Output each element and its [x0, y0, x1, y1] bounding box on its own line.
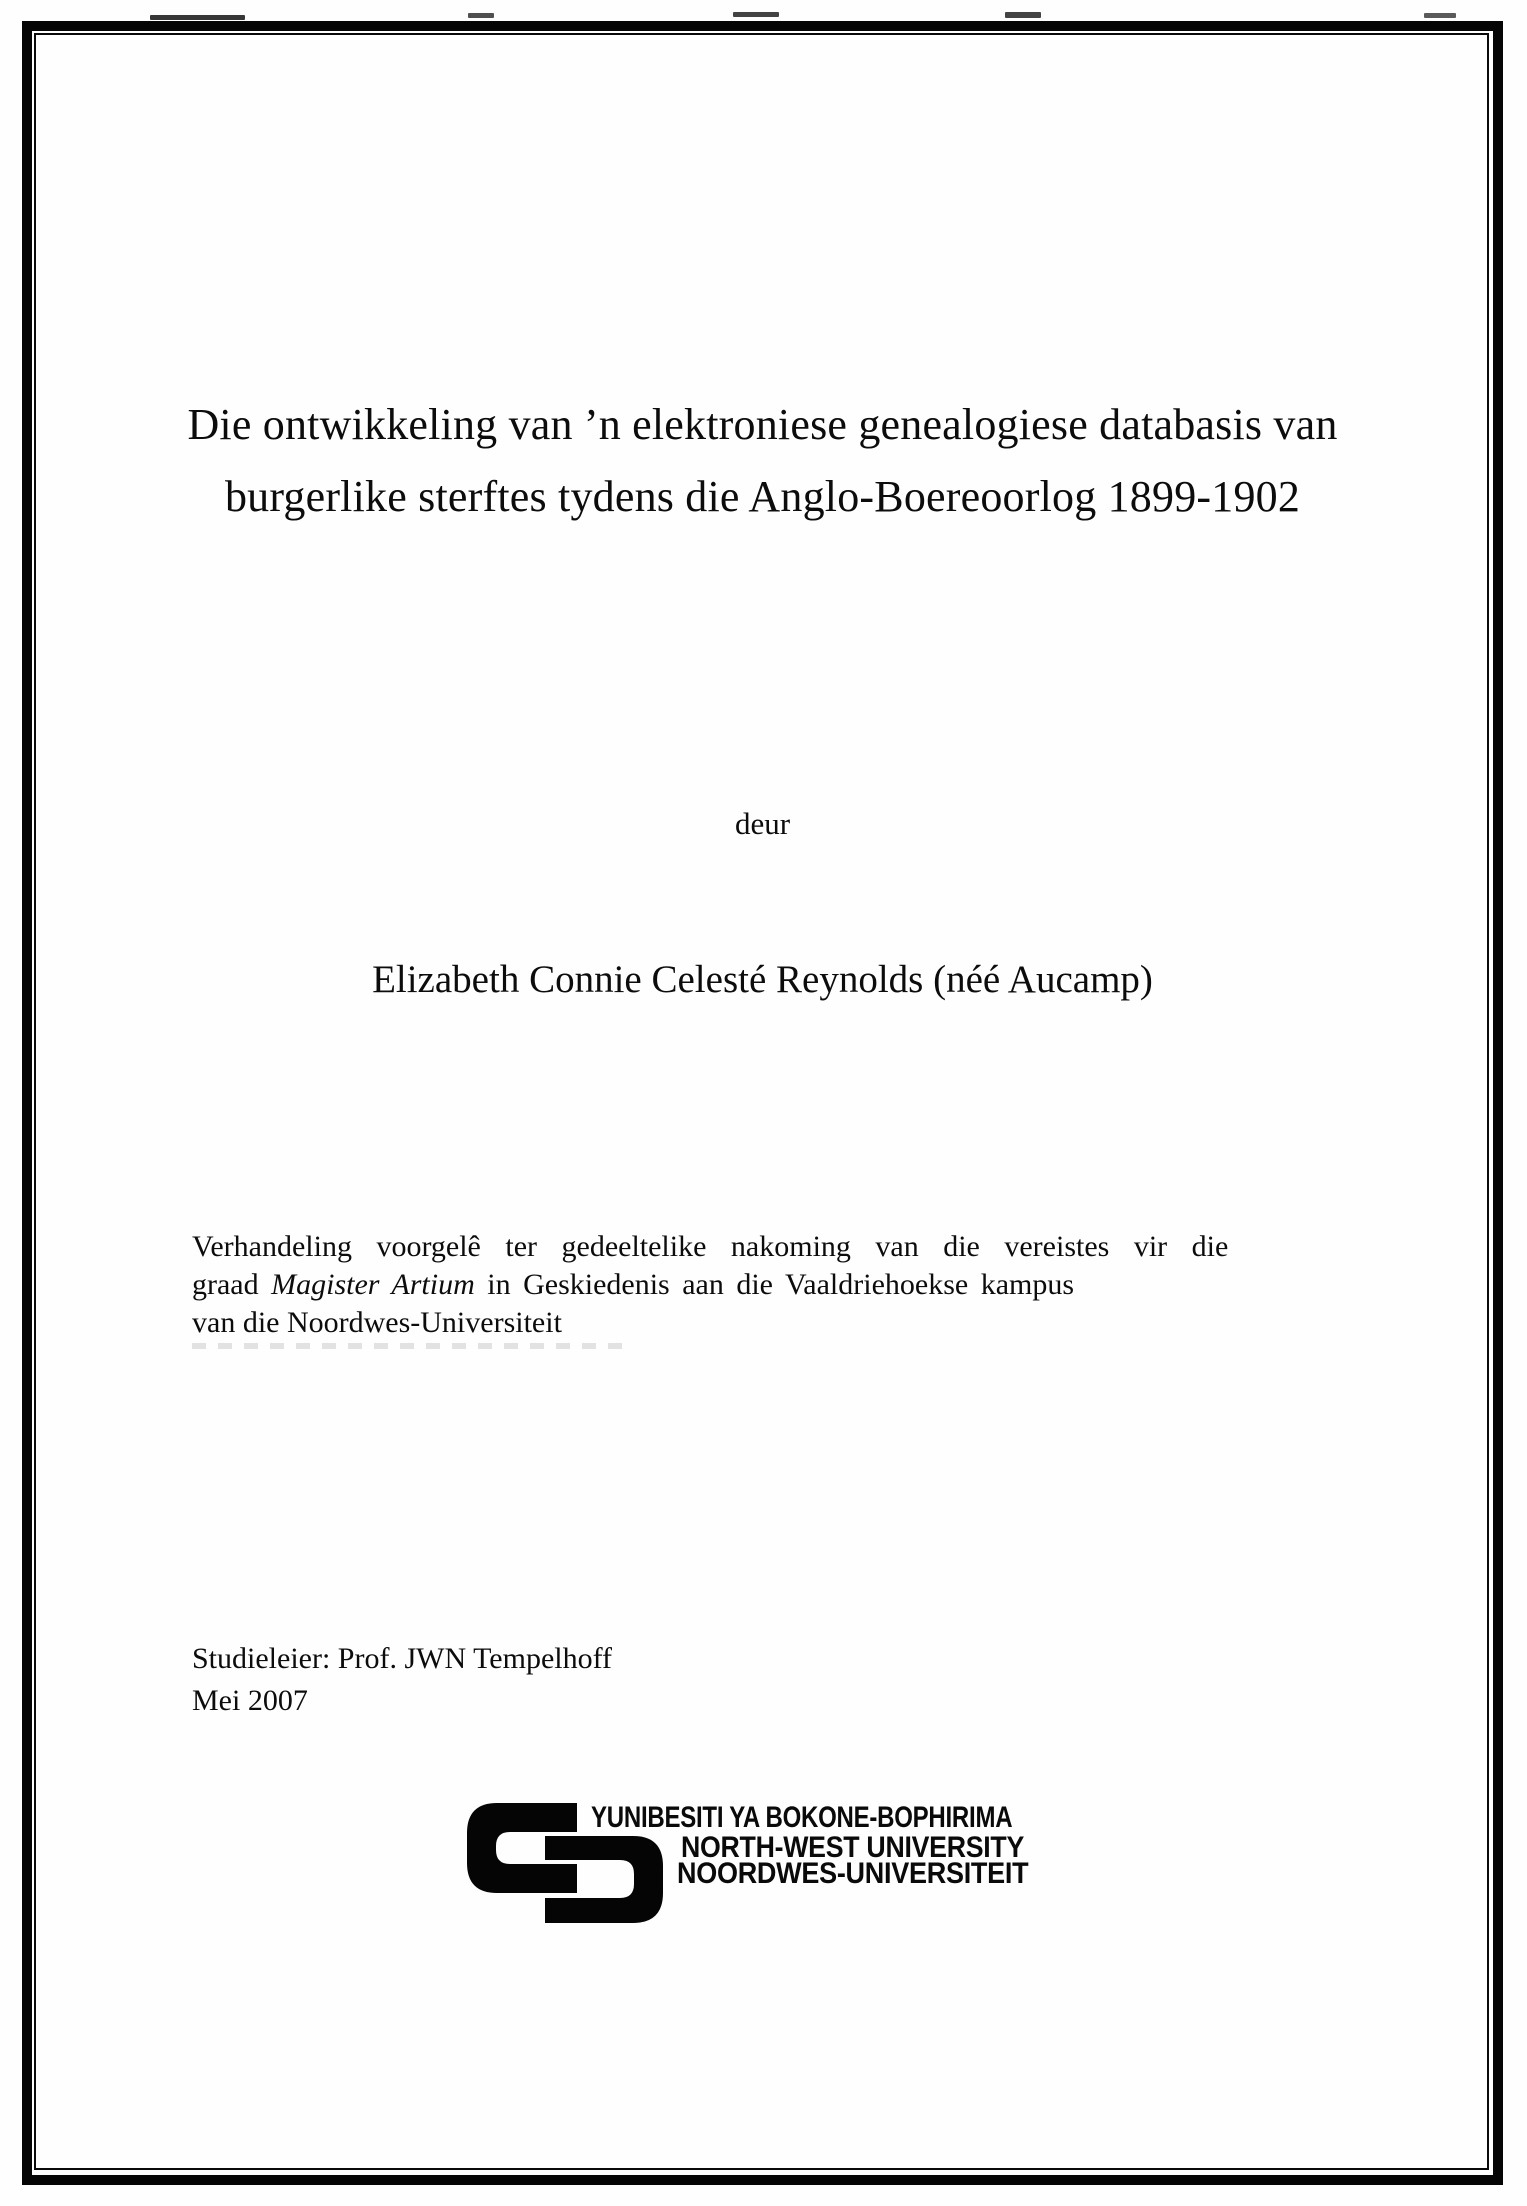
degree-statement: [192, 1228, 1372, 1342]
degree-statement-line-2-suffix: in Geskiedenis aan die Vaaldriehoekse kampus: [474, 1268, 1075, 1301]
title-line-2: burgerlike sterftes tydens die Anglo-Boereoorlog 1899-1902: [224, 472, 1301, 521]
degree-name-italic: Magister Artium: [271, 1268, 475, 1301]
scan-artifact: [150, 15, 245, 20]
scan-artifact: [1005, 12, 1041, 18]
degree-statement-line-1: Verhandeling voorgelê ter gedeeltelike nakoming van die vereistes vir die: [192, 1230, 1229, 1263]
date-line: Mei 2007: [192, 1684, 308, 1717]
logo-text-english: NORTH-WEST UNIVERSITY: [681, 1831, 1024, 1864]
degree-statement-line-2: [192, 1266, 1372, 1304]
author-name: Elizabeth Connie Celesté Reynolds (néé Aucamp): [372, 958, 1153, 1001]
logo-text-afrikaans: NOORDWES-UNIVERSITEIT: [677, 1857, 1029, 1890]
scan-artifact: [733, 12, 779, 17]
byline-deur: deur: [734, 806, 791, 841]
scan-artifact: [1424, 13, 1456, 18]
title-line-1: Die ontwikkeling van ’n elektroniese genealogiese databasis van: [187, 400, 1338, 449]
scan-artifact: [192, 1343, 632, 1349]
scan-artifact: [468, 13, 494, 18]
thesis-title: [36, 389, 1489, 533]
degree-statement-line-3: van die Noordwes-Universiteit: [192, 1306, 562, 1339]
logo-text-setswana: YUNIBESITI YA BOKONE-BOPHIRIMA: [591, 1801, 1013, 1834]
degree-statement-line-2-prefix: graad: [192, 1268, 272, 1301]
supervisor-line: Studieleier: Prof. JWN Tempelhoff: [192, 1642, 613, 1675]
